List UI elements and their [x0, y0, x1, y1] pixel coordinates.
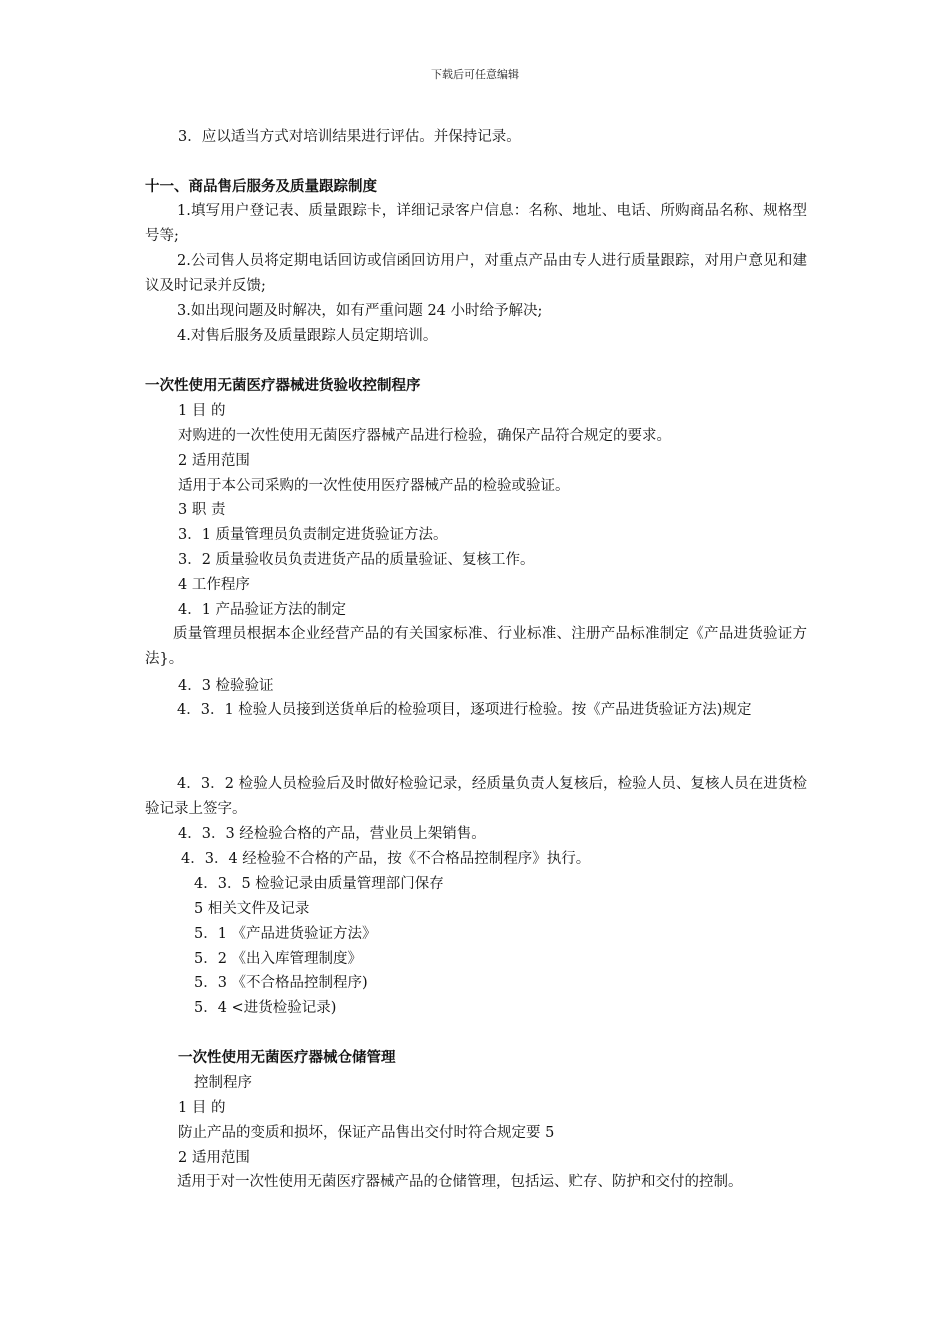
list-item-5-2: 5．2 《出入库管理制度》	[194, 951, 363, 967]
list-item-5-3: 5．3 《不合格品控制程序)	[194, 975, 368, 991]
paragraph-4-3-2: 4．3．2 检验人员检验后及时做好检验记录，经质量负责人复核后，检验人员、复核人员在进货检验记录上签字。	[145, 776, 807, 817]
subheading-4-1: 4．1 产品验证方法的制定	[178, 602, 347, 618]
list-item-5-4: 5．4 <进货检验记录)	[194, 1000, 337, 1016]
section-heading-storage-cont: 控制程序	[194, 1075, 252, 1091]
paragraph-storage-scope: 适用于对一次性使用无菌医疗器械产品的仓储管理，包括运、贮存、防护和交付的控制。	[177, 1174, 743, 1190]
paragraph-scope: 适用于本公司采购的一次性使用医疗器械产品的检验或验证。	[178, 478, 570, 494]
paragraph-4-3-5: 4．3．5 检验记录由质量管理部门保存	[194, 876, 444, 892]
paragraph-item-1: 1.填写用户登记表、质量跟踪卡，详细记录客户信息：名称、地址、电话、所购商品名称、规格型号等;	[145, 203, 807, 244]
section-heading-inspection: 一次性使用无菌医疗器械进货验收控制程序	[145, 377, 421, 394]
paragraph-item-2: 2.公司售人员将定期电话回访或信函回访用户，对重点产品由专人进行质量跟踪，对用户意见和建议及时记录并反馈;	[145, 253, 807, 294]
paragraph-item-4: 4.对售后服务及质量跟踪人员定期培训。	[177, 328, 438, 344]
paragraph-4-3-3: 4．3．3 经检验合格的产品，营业员上架销售。	[178, 826, 486, 842]
paragraph-4-3-4: 4．3．4 经检验不合格的产品，按《不合格品控制程序》执行。	[181, 851, 591, 867]
subheading-related-docs: 5 相关文件及记录	[194, 901, 310, 917]
subheading-storage-scope: 2 适用范围	[178, 1150, 250, 1166]
paragraph-duty-3-2: 3．2 质量验收员负责进货产品的质量验证、复核工作。	[178, 552, 535, 568]
paragraph-4-1: 质量管理员根据本企业经营产品的有关国家标准、行业标准、注册产品标准制定《产品进货验证方法}。	[145, 626, 807, 667]
paragraph-training-evaluation: 3．应以适当方式对培训结果进行评估。并保持记录。	[178, 129, 521, 145]
section-heading-after-sales: 十一、商品售后服务及质量跟踪制度	[145, 178, 377, 195]
subheading-procedure: 4 工作程序	[178, 577, 250, 593]
section-heading-storage: 一次性使用无菌医疗器械仓储管理	[178, 1049, 396, 1066]
subheading-storage-purpose: 1 目 的	[178, 1100, 226, 1116]
paragraph-4-3-1: 4．3．1 检验人员接到送货单后的检验项目，逐项进行检验。按《产品进货验证方法)规定	[177, 702, 752, 718]
subheading-4-3: 4．3 检验验证	[178, 678, 274, 694]
paragraph-storage-purpose: 防止产品的变质和损坏，保证产品售出交付时符合规定要 5	[178, 1125, 555, 1141]
page-header: 下载后可任意编辑	[431, 68, 519, 81]
list-item-5-1: 5．1 《产品进货验证方法》	[194, 926, 377, 942]
subheading-duties: 3 职 责	[178, 502, 226, 518]
subheading-purpose: 1 目 的	[178, 403, 226, 419]
paragraph-item-3: 3.如出现问题及时解决，如有严重问题 24 小时给予解决;	[177, 303, 543, 319]
paragraph-purpose: 对购进的一次性使用无菌医疗器械产品进行检验，确保产品符合规定的要求。	[178, 428, 671, 444]
subheading-scope: 2 适用范围	[178, 453, 250, 469]
paragraph-duty-3-1: 3．1 质量管理员负责制定进货验证方法。	[178, 527, 448, 543]
